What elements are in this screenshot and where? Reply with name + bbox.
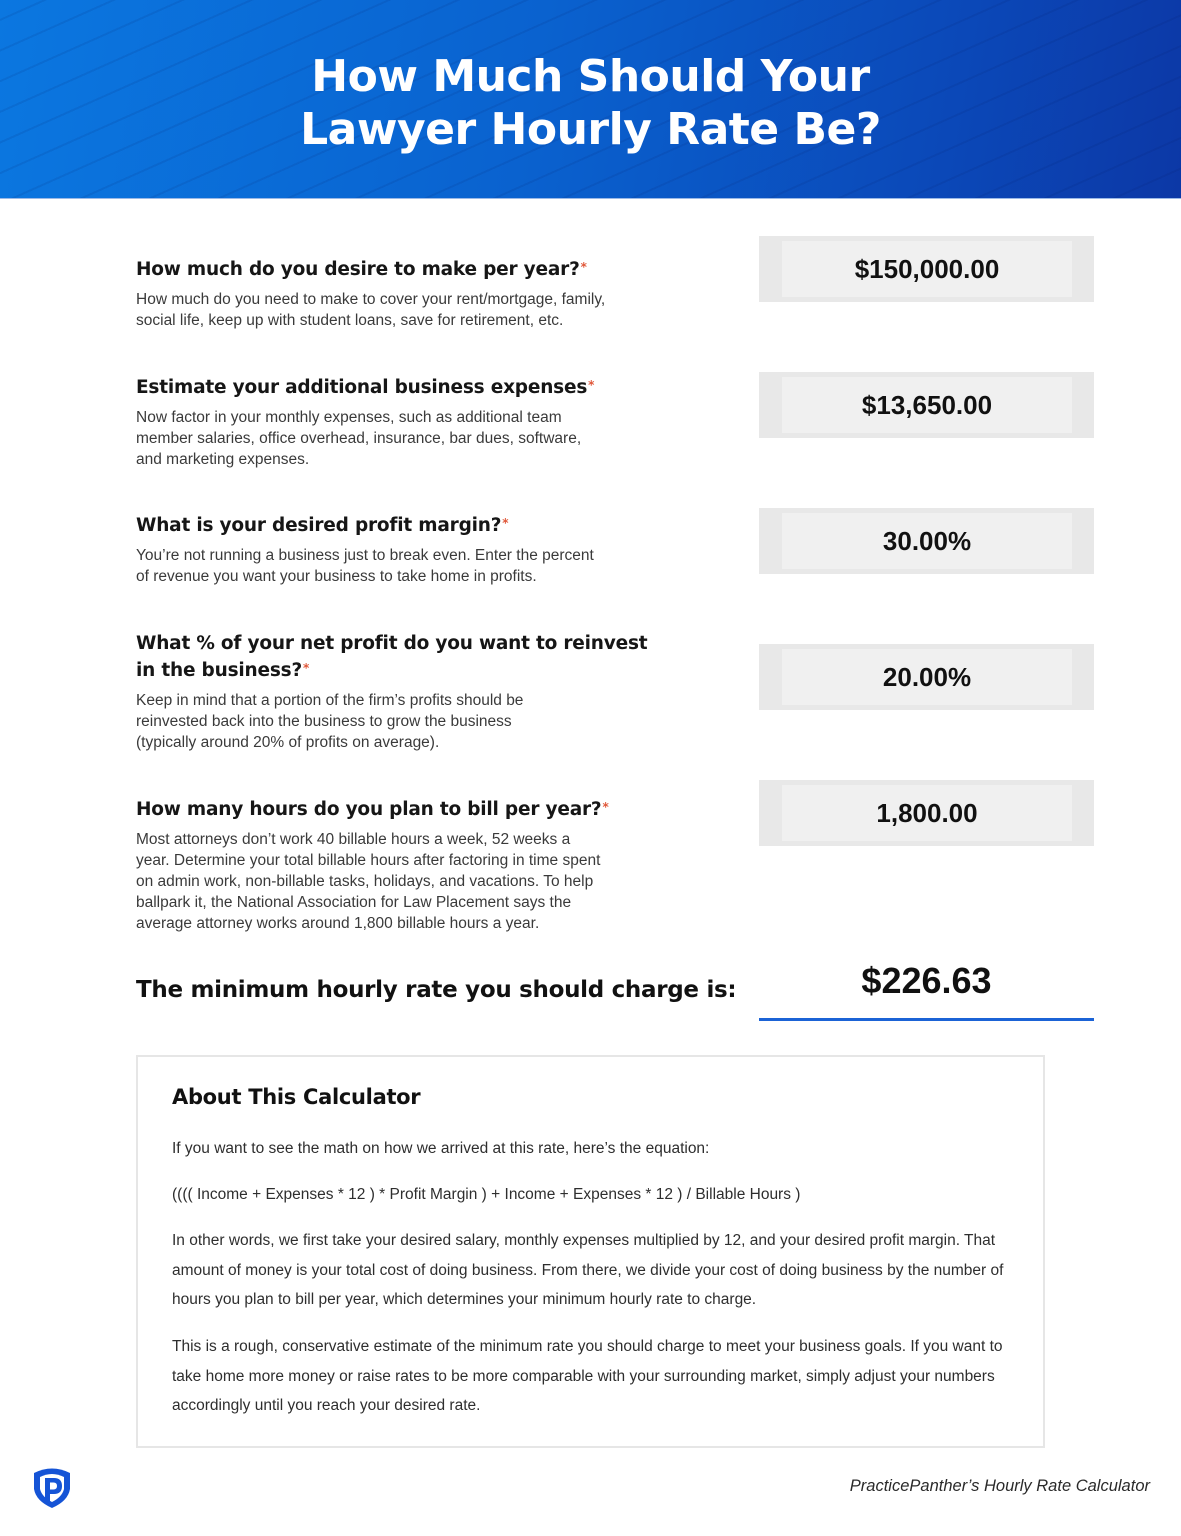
page-title-line-2: Lawyer Hourly Rate Be? bbox=[300, 104, 881, 155]
field-label: Estimate your additional business expenses* bbox=[136, 377, 595, 398]
result-underline bbox=[759, 1018, 1094, 1021]
field-help-text: Most attorneys don’t work 40 billable hours a week, 52 weeks a year. Determine your total billable hours after factoring in time spent on admin work, non-billable tasks, holidays, and vacations. To help ballpark it, the National Association for Law Placement says the average attorney works around 1,800 billable hours a year. bbox=[136, 831, 601, 932]
field-help-text: Keep in mind that a portion of the firm’s profits should be reinvested back into the business to grow the business (typically around 20% of profits on average). bbox=[136, 692, 524, 751]
reinvest-percent-input[interactable] bbox=[759, 644, 1094, 710]
field-label: What is your desired profit margin?* bbox=[136, 515, 509, 536]
footer-caption: PracticePanther’s Hourly Rate Calculator bbox=[849, 1477, 1150, 1495]
about-calculator-panel bbox=[136, 1055, 1045, 1448]
reinvest-percent-value[interactable]: 20.00% bbox=[782, 649, 1072, 705]
about-paragraph-1: In other words, we first take your desired salary, monthly expenses multiplied by 12, and your desired profit margin. That amount of money is your total cost of doing business. From there, we divide your cost of doing business by the number of hours you plan to bill per year, which determines your minimum hourly rate to charge. bbox=[172, 1232, 1004, 1308]
page-title bbox=[0, 50, 1181, 156]
annual-income-value[interactable]: $150,000.00 bbox=[782, 241, 1072, 297]
field-label: How many hours do you plan to bill per year?* bbox=[136, 799, 609, 820]
billable-hours-input[interactable] bbox=[759, 780, 1094, 846]
practicepanther-logo-icon bbox=[30, 1465, 74, 1509]
required-asterisk: * bbox=[588, 378, 595, 392]
field-label: What % of your net profit do you want to reinvest in the business?* bbox=[136, 633, 648, 681]
profit-margin-value[interactable]: 30.00% bbox=[782, 513, 1072, 569]
field-help-text: Now factor in your monthly expenses, such as additional team member salaries, office overhead, insurance, bar dues, software, and marketing expenses. bbox=[136, 409, 582, 468]
billable-hours-value[interactable]: 1,800.00 bbox=[782, 785, 1072, 841]
page-title-line-1: How Much Should Your bbox=[311, 51, 870, 102]
required-asterisk: * bbox=[303, 661, 310, 675]
hourly-rate-result: $226.63 bbox=[861, 960, 992, 1001]
field-help-text: How much do you need to make to cover your rent/mortgage, family, social life, keep up with student loans, save for retirement, etc. bbox=[136, 291, 606, 329]
about-intro: If you want to see the math on how we arrived at this rate, here’s the equation: bbox=[172, 1140, 710, 1157]
field-help-text: You’re not running a business just to break even. Enter the percent of revenue you want your business to take home in profits. bbox=[136, 547, 594, 585]
required-asterisk: * bbox=[602, 800, 609, 814]
business-expenses-input[interactable] bbox=[759, 372, 1094, 438]
result-label: The minimum hourly rate you should charge is: bbox=[136, 977, 737, 1003]
about-paragraph-2: This is a rough, conservative estimate of the minimum rate you should charge to meet your business goals. If you want to take home more money or raise rates to be more comparable with your surrounding market, simply adjust your numbers accordingly until you reach your desired rate. bbox=[172, 1338, 1003, 1414]
annual-income-input[interactable] bbox=[759, 236, 1094, 302]
field-label: How much do you desire to make per year?* bbox=[136, 259, 587, 280]
required-asterisk: * bbox=[502, 516, 509, 530]
header-banner bbox=[0, 0, 1181, 199]
about-title: About This Calculator bbox=[172, 1085, 421, 1109]
profit-margin-input[interactable] bbox=[759, 508, 1094, 574]
about-equation: (((( Income + Expenses * 12 ) * Profit Margin ) + Income + Expenses * 12 ) / Billable Hours ) bbox=[172, 1186, 801, 1203]
business-expenses-value[interactable]: $13,650.00 bbox=[782, 377, 1072, 433]
required-asterisk: * bbox=[580, 260, 587, 274]
